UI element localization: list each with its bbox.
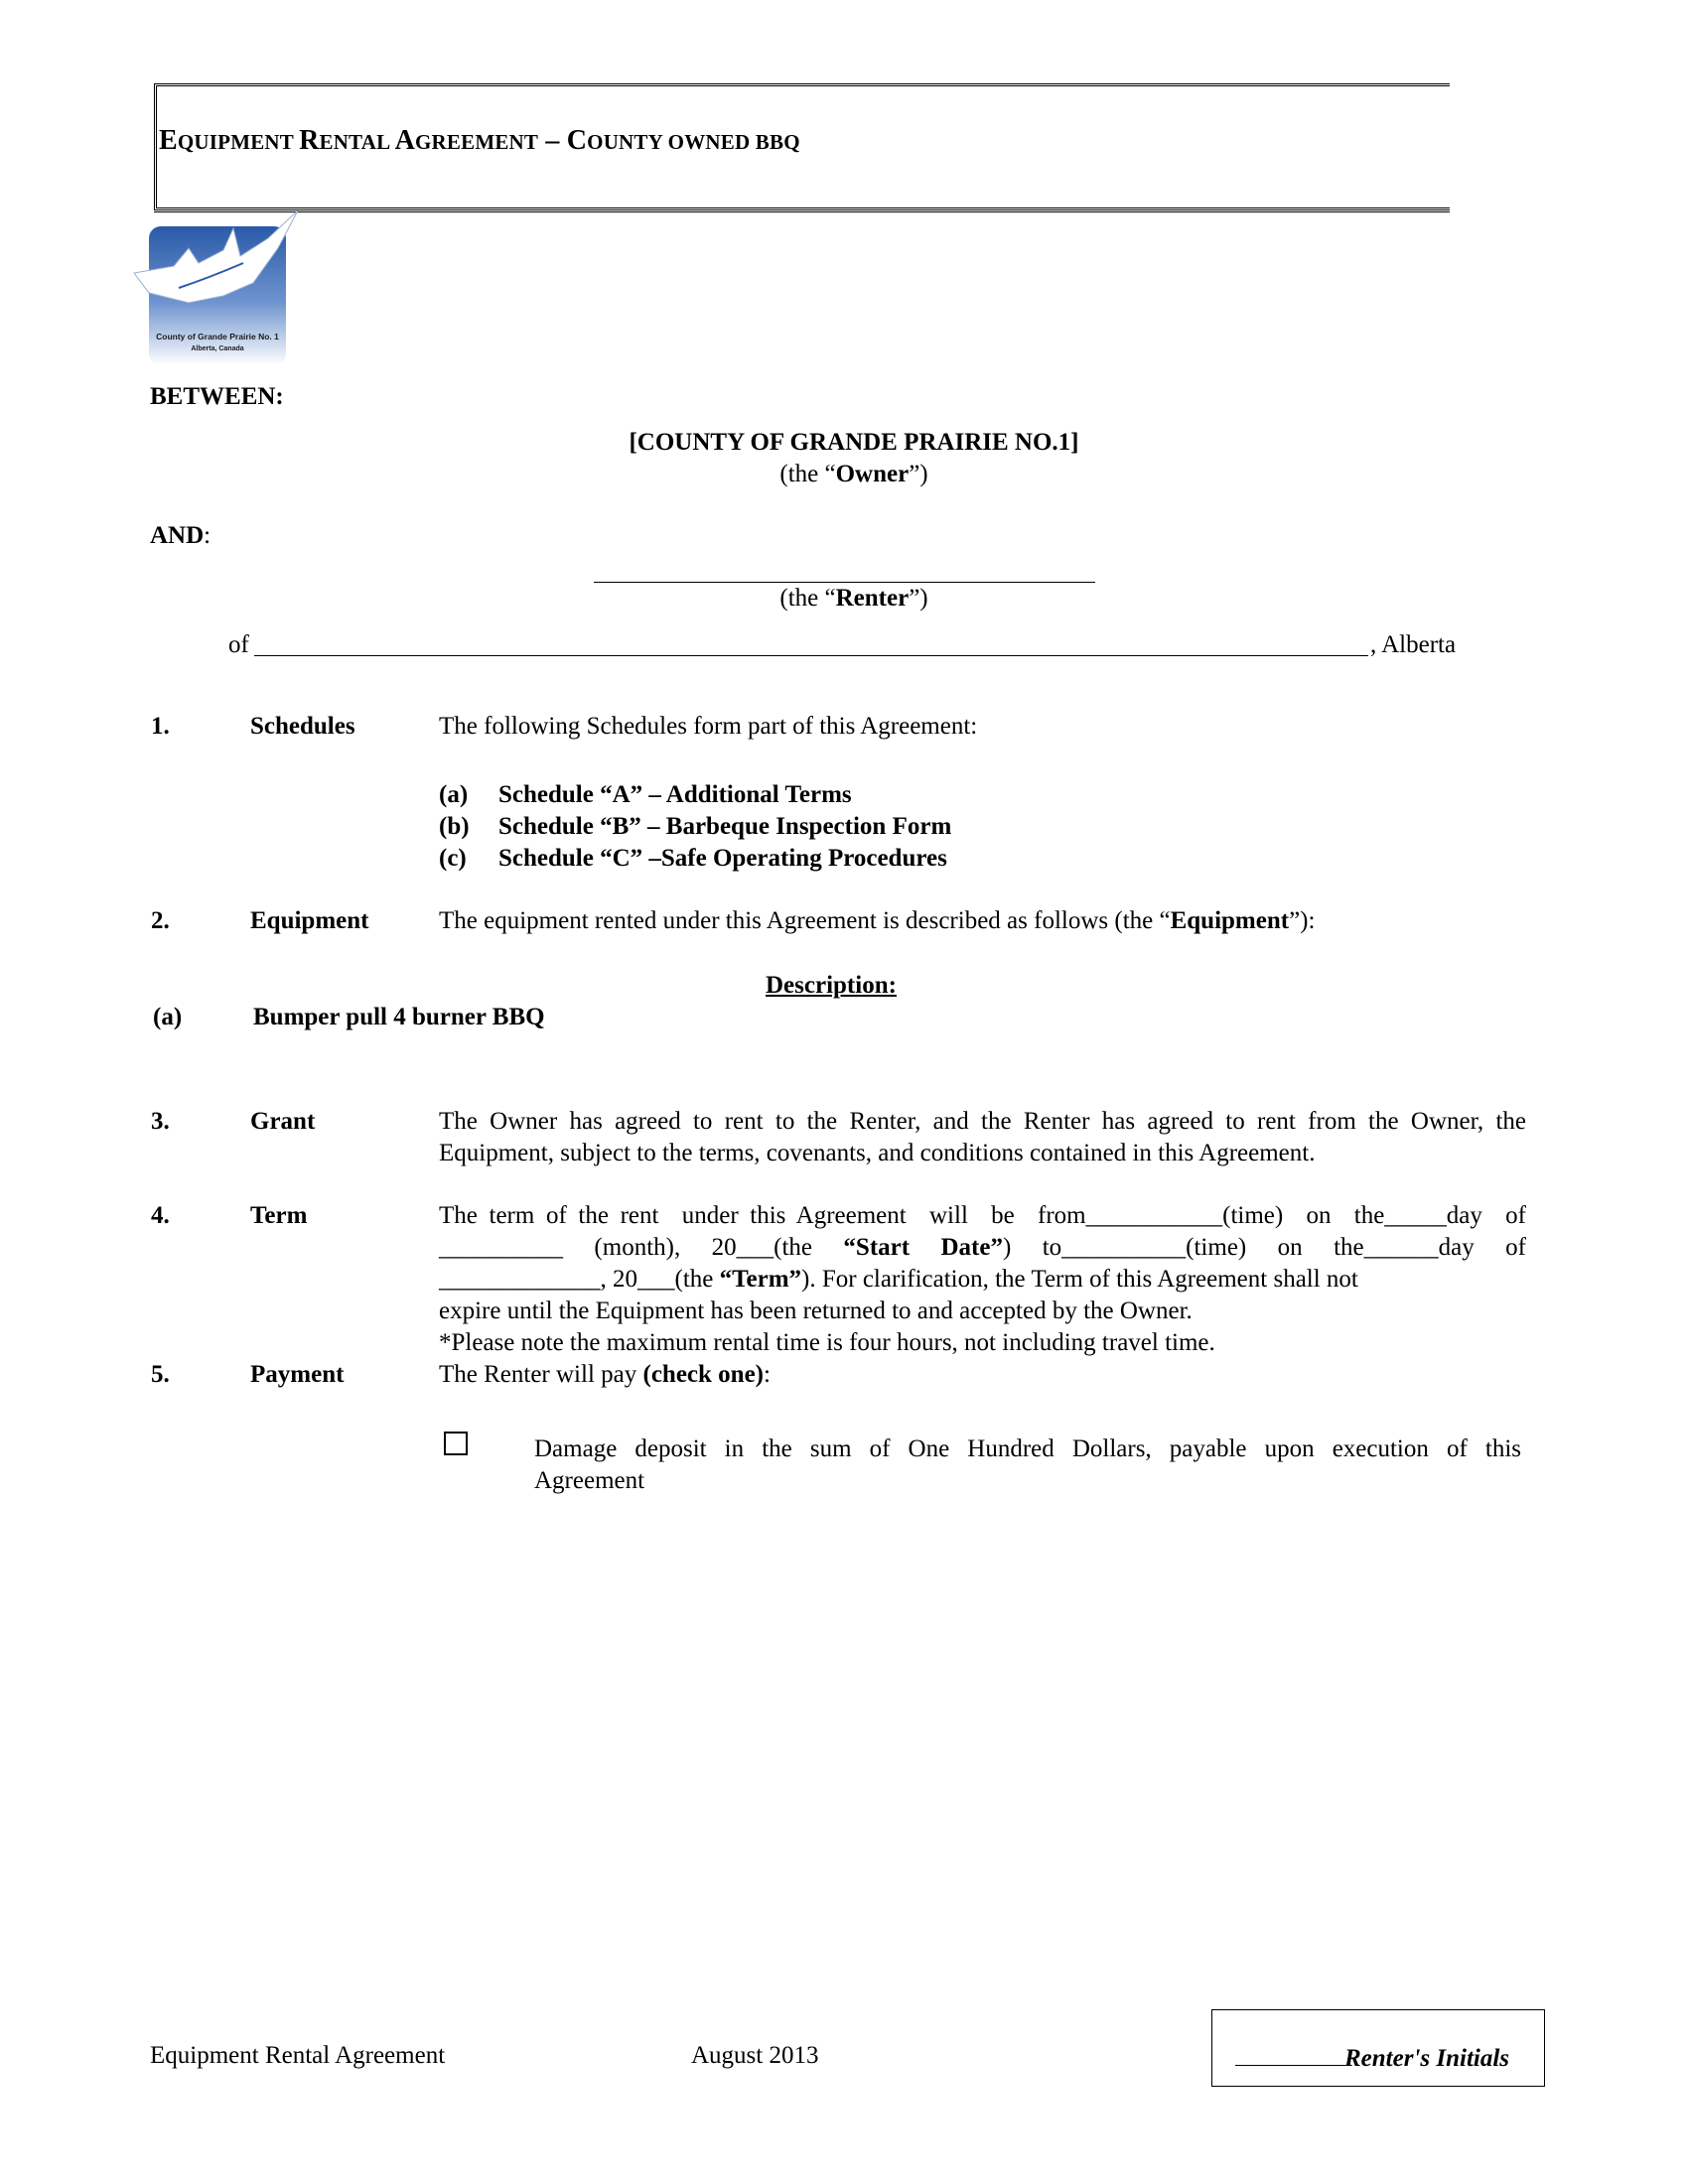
renter-initials-field[interactable] bbox=[1235, 2043, 1344, 2066]
footer-doc-name: Equipment Rental Agreement bbox=[150, 2042, 446, 2069]
section-2-text: The equipment rented under this Agreement is described as follows (the “Equipment”): bbox=[439, 907, 1316, 934]
section-3-number: 3. bbox=[151, 1108, 170, 1135]
schedule-b-text: Schedule “B” – Barbeque Inspection Form bbox=[498, 813, 952, 840]
equipment-item-text: Bumper pull 4 burner BBQ bbox=[253, 1004, 545, 1030]
section-4-number: 4. bbox=[151, 1202, 170, 1229]
owner-role: (the “Owner”) bbox=[779, 461, 928, 487]
schedule-c-letter: (c) bbox=[439, 845, 467, 872]
schedule-a-text: Schedule “A” – Additional Terms bbox=[498, 781, 852, 808]
and-label: AND: bbox=[150, 522, 211, 549]
section-2-label: Equipment bbox=[250, 907, 369, 934]
section-3-line-2: Equipment, subject to the terms, covenants, and conditions contained in this Agreement. bbox=[439, 1140, 1316, 1166]
owner-name: [COUNTY OF GRANDE PRAIRIE NO.1] bbox=[629, 429, 1079, 456]
schedule-b-letter: (b) bbox=[439, 813, 470, 840]
county-logo bbox=[129, 208, 298, 372]
footer-date: August 2013 bbox=[691, 2042, 819, 2069]
province-suffix: , Alberta bbox=[1370, 631, 1457, 658]
damage-deposit-checkbox[interactable] bbox=[444, 1432, 468, 1455]
section-5-text: The Renter will pay (check one): bbox=[439, 1361, 771, 1388]
logo-line-2: Alberta, Canada bbox=[191, 345, 244, 352]
damage-deposit-line-1: Damage deposit in the sum of One Hundred Dollars, payable upon execution of this bbox=[534, 1435, 1521, 1462]
damage-deposit-line-2: Agreement bbox=[534, 1467, 645, 1494]
schedule-c-text: Schedule “C” –Safe Operating Procedures bbox=[498, 845, 947, 872]
section-4-label: Term bbox=[250, 1202, 308, 1229]
schedule-a-letter: (a) bbox=[439, 781, 469, 808]
section-3-label: Grant bbox=[250, 1108, 316, 1135]
description-heading: Description: bbox=[766, 972, 897, 999]
section-4-note: *Please note the maximum rental time is four hours, not including travel time. bbox=[439, 1329, 1215, 1356]
equipment-item-letter: (a) bbox=[153, 1004, 183, 1030]
section-5-label: Payment bbox=[250, 1361, 345, 1388]
of-label: of bbox=[228, 631, 249, 658]
section-1-label: Schedules bbox=[250, 713, 355, 740]
renter-role: (the “Renter”) bbox=[779, 585, 928, 612]
document-title: EQUIPMENT RENTAL AGREEMENT – COUNTY OWNED BBQ bbox=[159, 125, 800, 156]
section-3-line-1: The Owner has agreed to rent to the Renter, and the Renter has agreed to rent from the Owner, the bbox=[439, 1108, 1526, 1135]
renter-initials-label: Renter's Initials bbox=[1235, 2043, 1509, 2075]
section-1-number: 1. bbox=[151, 713, 170, 740]
section-4-line-1: The term of the rent under this Agreement will be from___________(time) on the_____day of bbox=[439, 1202, 1526, 1229]
logo-line-1: County of Grande Prairie No. 1 bbox=[156, 332, 279, 341]
between-label: BETWEEN: bbox=[150, 383, 284, 410]
renter-address-field[interactable] bbox=[254, 655, 1368, 656]
section-4-line-2: __________ (month), 20___(the “Start Date”) to__________(time) on the______day of bbox=[439, 1234, 1526, 1261]
section-5-number: 5. bbox=[151, 1361, 170, 1388]
section-4-line-4: expire until the Equipment has been returned to and accepted by the Owner. bbox=[439, 1297, 1193, 1324]
section-2-number: 2. bbox=[151, 907, 170, 934]
section-1-text: The following Schedules form part of this Agreement: bbox=[439, 713, 978, 740]
section-4-line-3: _____________, 20___(the “Term”). For clarification, the Term of this Agreement shall not bbox=[439, 1266, 1358, 1293]
